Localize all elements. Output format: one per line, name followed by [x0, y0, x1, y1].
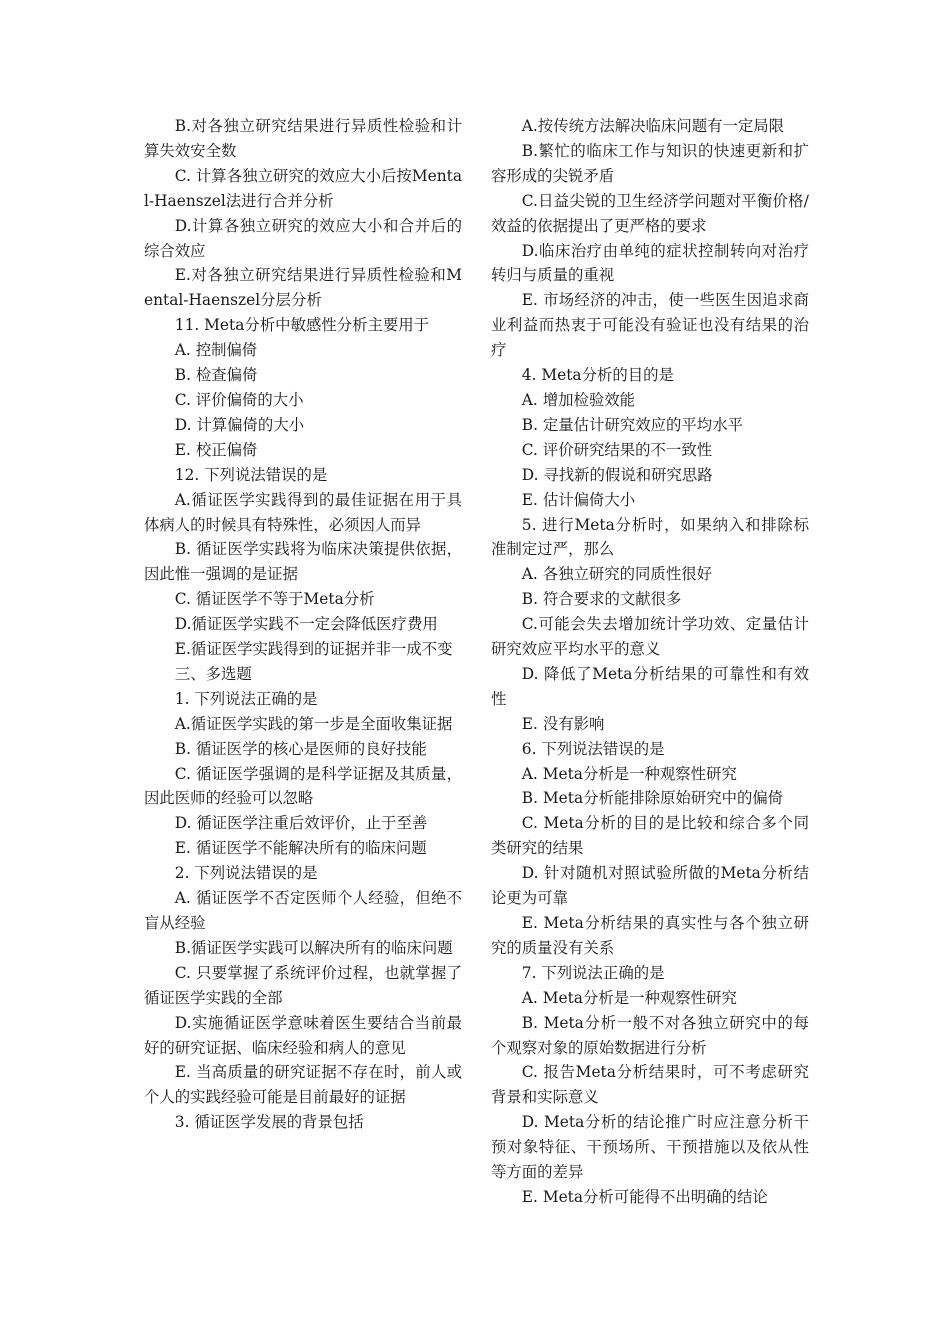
- option: A. Meta分析是一种观察性研究: [521, 988, 737, 1007]
- option: B. 符合要求的文献很多: [521, 590, 682, 609]
- question-title: 11. Meta分析中敏感性分析主要用于: [174, 316, 430, 335]
- option: C. 评价研究结果的不一致性: [521, 440, 713, 459]
- option: E.循证医学实践得到的证据并非一成不变: [174, 640, 453, 659]
- option: D. 循证医学注重后效评价，止于至善: [174, 814, 428, 833]
- option: C. 报告Meta分析结果时，可不考虑研究背景和实际意义: [491, 1063, 809, 1107]
- left-column: [144, 114, 462, 1135]
- option: C. 只要掌握了系统评价过程，也就掌握了循证医学实践的全部: [144, 963, 462, 1007]
- option: D.循证医学实践不一定会降低医疗费用: [174, 615, 438, 634]
- option: A.按传统方法解决临床问题有一定局限: [521, 117, 785, 135]
- left-paragraph: E.对各独立研究结果进行异质性检验和Mental-Haenszel分层分析: [144, 266, 462, 310]
- question-title: 3. 循证医学发展的背景包括: [174, 1113, 364, 1132]
- option: E. 循证医学不能解决所有的临床问题: [174, 839, 427, 858]
- option: C.日益尖锐的卫生经济学问题对平衡价格/效益的依据提出了更严格的要求: [491, 191, 809, 235]
- option: E. 当高质量的研究证据不存在时，前人或个人的实践经验可能是目前最好的证据: [144, 1063, 462, 1107]
- option: C. Meta分析的目的是比较和综合多个同类研究的结果: [491, 814, 809, 858]
- section-heading: 三、多选题: [174, 664, 252, 683]
- option: D. Meta分析的结论推广时应注意分析干预对象特征、干预场所、干预措施以及依从性等方面的差异: [491, 1113, 809, 1182]
- option: C. 评价偏倚的大小: [174, 390, 304, 409]
- right-column: [491, 114, 809, 1210]
- option: E. 估计偏倚大小: [521, 490, 636, 509]
- option: D.临床治疗由单纯的症状控制转向对治疗转归与质量的重视: [491, 241, 809, 285]
- option: B. Meta分析能排除原始研究中的偏倚: [521, 789, 784, 808]
- option: C. 循证医学强调的是科学证据及其质量，因此医师的经验可以忽略: [144, 764, 462, 808]
- option: A.循证医学实践的第一步是全面收集证据: [174, 714, 453, 733]
- option: C. 循证医学不等于Meta分析: [174, 590, 375, 609]
- option: A. Meta分析是一种观察性研究: [521, 764, 737, 783]
- option: E. Meta分析可能得不出明确的结论: [521, 1187, 768, 1206]
- option: B. 检查偏倚: [174, 366, 258, 385]
- option: D. 寻找新的假说和研究思路: [521, 465, 713, 484]
- option: A. 循证医学不否定医师个人经验，但绝不盲从经验: [144, 889, 462, 932]
- option: B. 循证医学的核心是医师的良好技能: [174, 739, 427, 758]
- option: B. 循证医学实践将为临床决策提供依据，因此惟一强调的是证据: [144, 540, 462, 584]
- option: C.可能会失去增加统计学功效、定量估计研究效应平均水平的意义: [491, 615, 809, 659]
- option: D.实施循证医学意味着医生要结合当前最好的研究证据、临床经验和病人的意见: [144, 1013, 462, 1057]
- left-paragraph: B.对各独立研究结果进行异质性检验和计算失效安全数: [144, 117, 462, 160]
- option: D. 计算偏倚的大小: [174, 415, 305, 434]
- question-title: 5. 进行Meta分析时，如果纳入和排除标准制定过严，那么: [491, 515, 809, 559]
- option: B. Meta分析一般不对各独立研究中的每个观察对象的原始数据进行分析: [491, 1013, 809, 1057]
- option: B.繁忙的临床工作与知识的快速更新和扩容形成的尖锐矛盾: [491, 141, 809, 185]
- option: E. 校正偏倚: [174, 440, 258, 459]
- option: B. 定量估计研究效应的平均水平: [521, 415, 743, 434]
- left-paragraph: D.计算各独立研究的效应大小和合并后的综合效应: [144, 216, 462, 260]
- question-title: 2. 下列说法错误的是: [174, 864, 318, 883]
- option: A.循证医学实践得到的最佳证据在用于具体病人的时候具有特殊性，必须因人而异: [144, 490, 462, 534]
- option: D. 针对随机对照试验所做的Meta分析结论更为可靠: [491, 864, 809, 908]
- option: E. 市场经济的冲击，使一些医生因追求商业利益而热衷于可能没有验证也没有结果的治疗: [491, 291, 809, 360]
- left-paragraph: C. 计算各独立研究的效应大小后按Mental-Haenszel法进行合并分析: [144, 166, 462, 210]
- option: A. 各独立研究的同质性很好: [521, 565, 712, 584]
- question-title: 6. 下列说法错误的是: [521, 739, 665, 758]
- question-title: 4. Meta分析的目的是: [521, 366, 674, 385]
- option: E. Meta分析结果的真实性与各个独立研究的质量没有关系: [491, 914, 809, 957]
- option: E. 没有影响: [521, 714, 605, 733]
- question-title: 7. 下列说法正确的是: [521, 963, 665, 982]
- question-title: 12. 下列说法错误的是: [174, 465, 328, 484]
- option: A. 控制偏倚: [174, 341, 258, 360]
- question-title: 1. 下列说法正确的是: [174, 689, 318, 708]
- option: B.循证医学实践可以解决所有的临床问题: [174, 938, 453, 957]
- option: A. 增加检验效能: [521, 390, 636, 409]
- option: D. 降低了Meta分析结果的可靠性和有效性: [491, 664, 809, 708]
